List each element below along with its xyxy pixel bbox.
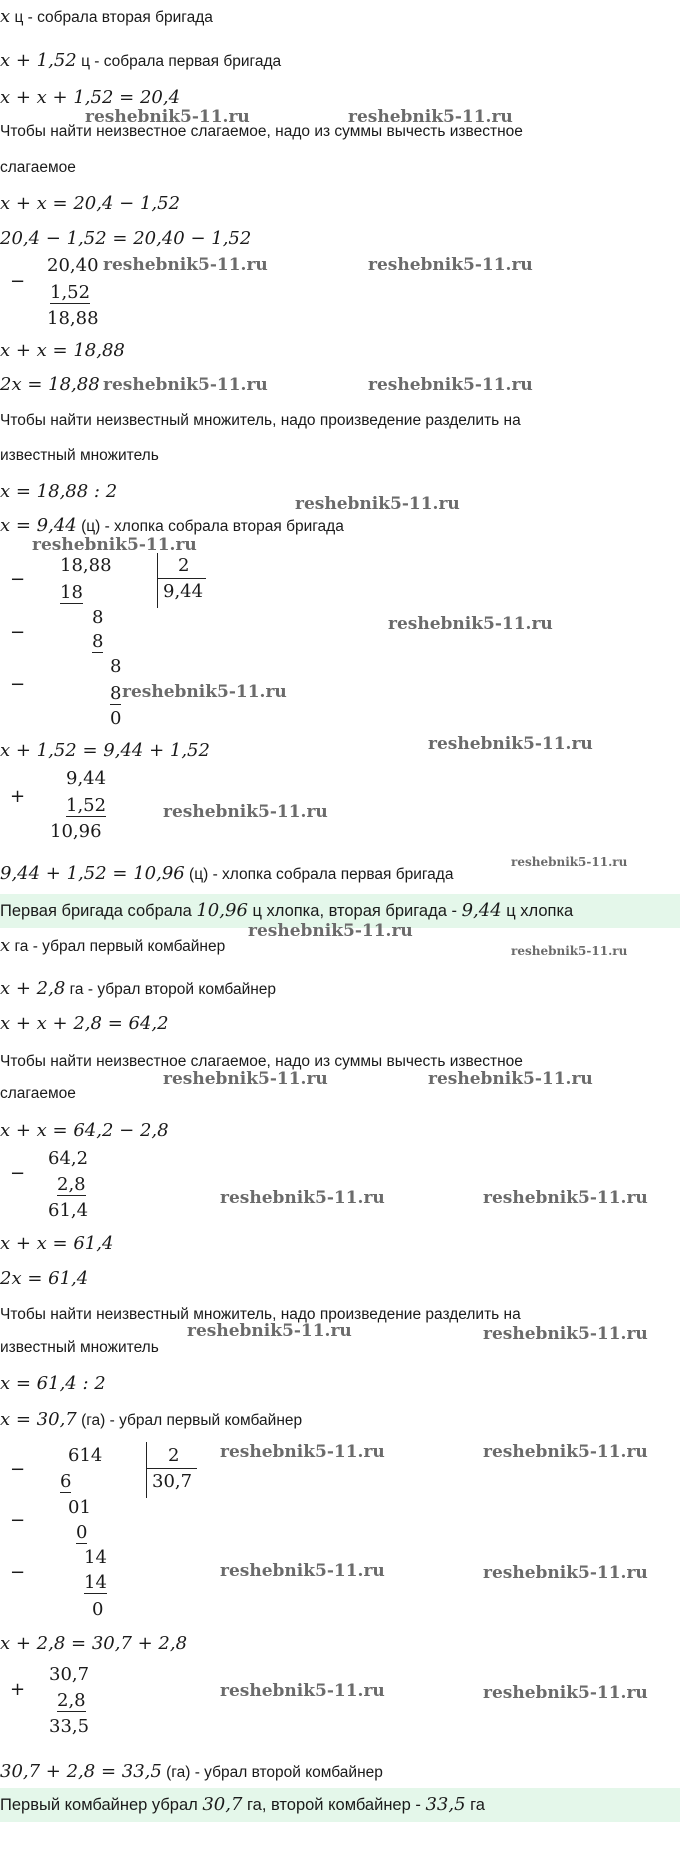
- watermark: reshebnik5-11.ru: [368, 375, 533, 395]
- p1-rule-1b: слагаемое: [0, 159, 76, 176]
- watermark: reshebnik5-11.ru: [483, 1563, 648, 1583]
- p1-line-10: x + 1,52 = 9,44 + 1,52: [0, 740, 210, 761]
- p1-div-s1: 18: [60, 582, 83, 603]
- p2-rule-2b: известный множитель: [0, 1339, 159, 1356]
- p2-div-bracket: [146, 1442, 147, 1498]
- watermark: reshebnik5-11.ru: [428, 1069, 593, 1089]
- p2-sub-b: 2,8: [57, 1174, 86, 1195]
- p1-sub-result: 18,88: [47, 308, 99, 329]
- p1-rule-1: Чтобы найти неизвестное слагаемое, надо из суммы вычесть известное: [0, 123, 523, 140]
- p2-div-r1: 01: [68, 1497, 91, 1518]
- p1-div-r3: 0: [110, 708, 122, 729]
- p1-add-operator: +: [10, 786, 26, 807]
- watermark: reshebnik5-11.ru: [220, 1188, 385, 1208]
- watermark: reshebnik5-11.ru: [368, 255, 533, 275]
- watermark: reshebnik5-11.ru: [483, 1188, 648, 1208]
- p2-div-s1: 6: [60, 1471, 72, 1492]
- p1-rule-2b: известный множитель: [0, 447, 159, 464]
- p2-add-a: 30,7: [49, 1664, 90, 1685]
- p2-rule-1: Чтобы найти неизвестное слагаемое, надо из суммы вычесть известное: [0, 1053, 523, 1070]
- watermark: reshebnik5-11.ru: [428, 734, 593, 754]
- p1-div-r2: 8: [110, 656, 122, 677]
- watermark: reshebnik5-11.ru: [220, 1681, 385, 1701]
- p2-div-s2: 0: [76, 1522, 88, 1543]
- watermark: reshebnik5-11.ru: [511, 855, 628, 869]
- p1-div-s2: 8: [92, 631, 104, 652]
- p1-answer: Первая бригада собрала 10,96 ц хлопка, вторая бригада - 9,44 ц хлопка: [0, 900, 574, 921]
- p2-div-r3: 0: [92, 1599, 104, 1620]
- watermark: reshebnik5-11.ru: [388, 614, 553, 634]
- p2-add-b: 2,8: [57, 1690, 86, 1711]
- p1-sub-operator: −: [10, 271, 26, 292]
- p1-div-dividend: 18,88: [60, 555, 112, 576]
- p2-line-8: x = 30,7 (га) - убрал первый комбайнер: [0, 1409, 303, 1430]
- watermark: reshebnik5-11.ru: [248, 921, 413, 941]
- p1-add-result: 10,96: [50, 821, 102, 842]
- p1-line-8: x = 18,88 : 2: [0, 481, 118, 502]
- watermark: reshebnik5-11.ru: [187, 1321, 352, 1341]
- watermark: reshebnik5-11.ru: [483, 1442, 648, 1462]
- p1-add-a: 9,44: [66, 768, 107, 789]
- p2-sub-result: 61,4: [48, 1200, 89, 1221]
- p2-div-dividend: 614: [68, 1445, 103, 1466]
- p1-line-5: 20,4 − 1,52 = 20,40 − 1,52: [0, 228, 252, 249]
- p2-rule-2: Чтобы найти неизвестный множитель, надо произведение разделить на: [0, 1306, 521, 1323]
- p2-div-op-1: −: [10, 1459, 26, 1480]
- p2-sub-a: 64,2: [48, 1148, 89, 1169]
- p1-div-quotient: 9,44: [163, 581, 204, 602]
- p1-line-2: x + 1,52 ц - собрала первая бригада: [0, 50, 282, 71]
- p2-line-5: x + x = 61,4: [0, 1233, 114, 1254]
- p1-sub-b: 1,52: [50, 282, 91, 303]
- p2-line-4: x + x = 64,2 − 2,8: [0, 1120, 169, 1141]
- p1-div-divisor: 2: [178, 555, 190, 576]
- watermark: reshebnik5-11.ru: [511, 944, 628, 958]
- p2-add-operator: +: [10, 1679, 26, 1700]
- p2-div-divisor: 2: [168, 1445, 180, 1466]
- p1-div-op-3: −: [10, 674, 26, 695]
- p2-div-line: [147, 1468, 197, 1469]
- p2-line-6: 2x = 61,4: [0, 1268, 89, 1289]
- watermark: reshebnik5-11.ru: [163, 1069, 328, 1089]
- p2-line-1: x га - убрал первый комбайнер: [0, 935, 226, 956]
- p1-line-6: x + x = 18,88: [0, 340, 125, 361]
- p1-sub-a: 20,40: [47, 255, 99, 276]
- p1-div-r1: 8: [92, 607, 104, 628]
- watermark: reshebnik5-11.ru: [483, 1683, 648, 1703]
- p2-line-10: 30,7 + 2,8 = 33,5 (га) - убрал второй комбайнер: [0, 1761, 383, 1782]
- watermark: reshebnik5-11.ru: [220, 1442, 385, 1462]
- p1-line-7: 2x = 18,88: [0, 374, 100, 395]
- p1-rule-2: Чтобы найти неизвестный множитель, надо произведение разделить на: [0, 412, 521, 429]
- p2-sub-operator: −: [10, 1163, 26, 1184]
- watermark: reshebnik5-11.ru: [85, 107, 250, 127]
- watermark: reshebnik5-11.ru: [103, 255, 268, 275]
- watermark: reshebnik5-11.ru: [220, 1561, 385, 1581]
- p2-answer: Первый комбайнер убрал 30,7 га, второй комбайнер - 33,5 га: [0, 1794, 485, 1815]
- watermark: reshebnik5-11.ru: [348, 107, 513, 127]
- p1-div-op-2: −: [10, 622, 26, 643]
- p1-add-b: 1,52: [66, 795, 107, 816]
- p1-line-1: x ц - собрала вторая бригада: [0, 6, 213, 27]
- watermark: reshebnik5-11.ru: [295, 494, 460, 514]
- p2-div-s3: 14: [84, 1572, 107, 1593]
- p1-line-4: x + x = 20,4 − 1,52: [0, 193, 181, 214]
- p2-add-result: 33,5: [49, 1716, 90, 1737]
- p1-div-s3: 8: [110, 683, 122, 704]
- watermark: reshebnik5-11.ru: [122, 682, 287, 702]
- p1-equation: x + x + 1,52 = 20,4: [0, 87, 181, 108]
- p2-equation: x + x + 2,8 = 64,2: [0, 1013, 169, 1034]
- watermark: reshebnik5-11.ru: [32, 535, 197, 555]
- p2-line-2: x + 2,8 га - убрал второй комбайнер: [0, 978, 277, 999]
- p1-line-11: 9,44 + 1,52 = 10,96 (ц) - хлопка собрала первая бригада: [0, 863, 454, 884]
- p2-line-7: x = 61,4 : 2: [0, 1373, 106, 1394]
- p2-div-op-3: −: [10, 1562, 26, 1583]
- p2-rule-1b: слагаемое: [0, 1085, 76, 1102]
- p2-line-9: x + 2,8 = 30,7 + 2,8: [0, 1633, 188, 1654]
- p2-div-r2: 14: [84, 1547, 107, 1568]
- watermark: reshebnik5-11.ru: [483, 1324, 648, 1344]
- p1-line-9: x = 9,44 (ц) - хлопка собрала вторая бригада: [0, 515, 344, 536]
- p2-div-op-2: −: [10, 1510, 26, 1531]
- p1-div-line: [158, 578, 206, 579]
- watermark: reshebnik5-11.ru: [103, 375, 268, 395]
- p1-div-bracket: [157, 553, 158, 608]
- p2-div-quotient: 30,7: [152, 1471, 193, 1492]
- p1-div-op-1: −: [10, 569, 26, 590]
- watermark: reshebnik5-11.ru: [163, 802, 328, 822]
